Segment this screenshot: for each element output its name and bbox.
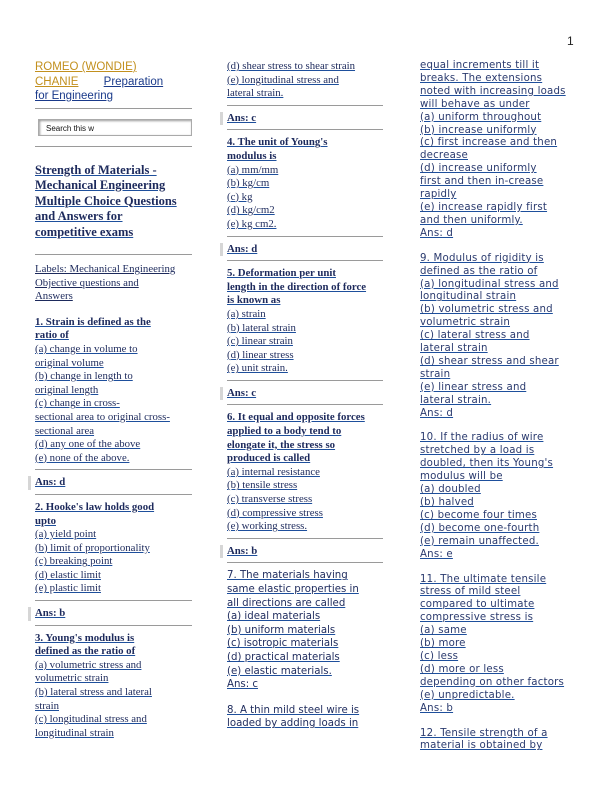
text-line: 9. Modulus of rigidity is	[420, 252, 544, 264]
text-line: material is obtained by	[420, 740, 543, 752]
column-1	[35, 60, 192, 740]
text-line: longitudinal strain	[35, 726, 114, 739]
text-line: (d) increase uniformly	[420, 163, 537, 175]
text-line: (a) internal resistance	[227, 465, 320, 478]
question-12	[420, 728, 576, 754]
text-line: (b) lateral strain	[227, 321, 296, 334]
answer-6: Ans: b	[227, 544, 258, 557]
text-line: 2. Hooke's law holds good	[35, 500, 155, 513]
question-2	[35, 501, 192, 596]
text-line: upto	[35, 514, 57, 527]
text-line: lateral strain.	[227, 87, 284, 100]
text-line: strain	[420, 368, 451, 380]
text-line: (c) breaking point	[35, 555, 113, 568]
text-line: compressive stress is	[420, 612, 534, 624]
text-line: lateral strain.	[420, 394, 492, 406]
text-line: (e) remain unaffected.	[420, 535, 539, 547]
text-line: (c) less	[420, 650, 459, 662]
text-line: (d) shear stress to shear strain	[227, 60, 356, 72]
question-3	[35, 632, 192, 741]
text-line: longitudinal strain	[420, 291, 517, 303]
text-line: doubled, then its Young's	[420, 458, 554, 470]
answer-1: Ans: d	[35, 476, 66, 489]
text-line: (a) change in volume to	[35, 342, 138, 355]
text-line: (d) linear stress	[227, 348, 294, 361]
text-line: 11. The ultimate tensile	[420, 573, 547, 585]
text-line: 7. The materials having	[227, 570, 348, 582]
text-line: (a) strain	[227, 307, 266, 320]
text-line: (d) elastic limit	[35, 568, 101, 581]
question-11	[420, 574, 576, 716]
text-line: sectional area to original cross-	[35, 410, 170, 423]
page-number: 1	[567, 34, 574, 48]
text-line: 12. Tensile strength of a	[420, 727, 548, 739]
text-line: defined as the ratio of	[420, 265, 538, 277]
text-line: (e) unpredictable.	[420, 689, 515, 701]
text-line: (b) volumetric stress and	[420, 304, 553, 316]
text-line: (d) practical materials	[227, 651, 340, 663]
preparation-link-cont[interactable]: for Engineering	[35, 90, 113, 102]
text-line: loaded by adding loads in	[227, 718, 359, 730]
text-line: first and then in-crease	[420, 176, 544, 188]
text-line: 5. Deformation per unit	[227, 267, 336, 280]
answer-3: Ans: c	[227, 111, 257, 124]
text-line: (c) change in cross-	[35, 397, 120, 410]
text-line: (e) none of the above.	[35, 451, 130, 464]
author-block	[35, 60, 192, 104]
text-line: applied to a body tend to	[227, 425, 342, 438]
text-line: defined as the ratio of	[35, 645, 136, 658]
text-line: and then uniformly.	[420, 214, 523, 226]
text-line: stretched by a load is	[420, 445, 535, 457]
text-line: (b) change in length to	[35, 370, 133, 383]
author-link-cont[interactable]: CHANIE	[35, 75, 79, 88]
text-line: (b) halved	[420, 497, 474, 508]
text-line: (e) linear stress and	[420, 381, 527, 393]
text-line: 8. A thin mild steel wire is	[227, 704, 360, 716]
text-line: 3. Young's modulus is	[35, 631, 135, 644]
answer-9: Ans: d	[420, 407, 454, 419]
search-input[interactable]: Search this w	[38, 119, 192, 136]
text-line: (e) elastic materials.	[227, 665, 332, 677]
text-line: strain	[35, 699, 59, 712]
text-line: original volume	[35, 356, 104, 369]
answer-10: Ans: e	[420, 548, 453, 560]
text-line: is known as	[227, 294, 281, 307]
text-line: sectional area	[35, 424, 95, 437]
text-line: (e) increase rapidly first	[420, 201, 548, 213]
text-line: (c) lateral stress and	[420, 330, 530, 342]
labels-line[interactable]: Labels: Mechanical Engineering Objective questions and Answers	[35, 263, 176, 303]
question-8	[227, 704, 383, 731]
text-line: (a) uniform throughout	[420, 111, 542, 123]
text-line: 1. Strain is defined as the	[35, 315, 151, 328]
answer-7: Ans: c	[227, 679, 259, 691]
text-line: (a) yield point	[35, 528, 97, 541]
text-line: (d) shear stress and shear	[420, 355, 559, 367]
text-line: (b) lateral stress and lateral	[35, 686, 152, 699]
text-line: volumetric strain	[420, 317, 511, 329]
text-line: equal increments till it	[420, 60, 540, 71]
text-line: compared to ultimate	[420, 599, 535, 611]
text-line: (c) kg	[227, 190, 253, 203]
text-line: 10. If the radius of wire	[420, 432, 544, 444]
question-4	[227, 136, 383, 231]
answer-5: Ans: c	[227, 386, 257, 399]
text-line: decrease	[420, 150, 468, 162]
text-line: rapidly	[420, 189, 457, 201]
question-9	[420, 253, 576, 421]
text-line: (a) same	[420, 625, 467, 637]
text-line: (b) tensile stress	[227, 479, 298, 492]
text-line: (b) kg/cm	[227, 177, 270, 190]
text-line: depending on other factors	[420, 676, 565, 688]
text-line: length in the direction of force	[227, 280, 367, 293]
text-line: original length	[35, 383, 99, 396]
text-line: lateral strain	[420, 343, 488, 355]
answer-2: Ans: b	[35, 607, 66, 620]
text-line: modulus is	[227, 149, 277, 162]
text-line: 4. The unit of Young's	[227, 136, 328, 149]
column-2	[227, 60, 383, 731]
page-title: Strength of Materials - Mechanical Engineering Multiple Choice Questions and Answers for competitive exams	[35, 162, 177, 239]
column-3	[420, 60, 576, 753]
text-line: will behave as under	[420, 98, 530, 110]
question-3-continued	[227, 60, 383, 101]
text-line: (a) doubled	[420, 484, 481, 496]
preparation-link[interactable]: Preparation	[103, 75, 164, 88]
text-line: (c) linear strain	[227, 335, 293, 348]
text-line: (c) isotropic materials	[227, 638, 339, 650]
text-line: (a) volumetric stress and	[35, 658, 142, 671]
text-line: (c) longitudinal stress and	[35, 713, 147, 726]
question-10	[420, 432, 576, 561]
text-line: (e) unit strain.	[227, 362, 288, 375]
text-line: volumetric strain	[35, 672, 109, 685]
text-line: (d) become one-fourth	[420, 522, 540, 534]
text-line: stress of mild steel	[420, 586, 521, 598]
text-line: breaks. The extensions	[420, 72, 543, 84]
text-line: (a) longitudinal stress and	[420, 278, 559, 290]
text-line: (a) mm/mm	[227, 163, 279, 176]
text-line: ratio of	[35, 329, 69, 342]
text-line: elongate it, the stress so	[227, 438, 336, 451]
question-7	[227, 569, 383, 691]
text-line: (c) first increase and then	[420, 137, 558, 149]
text-line: (e) working stress.	[227, 520, 308, 533]
text-line: (e) longitudinal stress and	[227, 73, 339, 86]
author-link[interactable]: ROMEO (WONDIE)	[35, 61, 137, 73]
text-line: (d) compressive stress	[227, 506, 323, 519]
text-line: (d) kg/cm2	[227, 204, 275, 217]
text-line: all directions are called	[227, 597, 346, 609]
text-line: (b) increase uniformly	[420, 124, 537, 136]
question-6	[227, 411, 383, 533]
text-line: 6. It equal and opposite forces	[227, 411, 365, 424]
question-1	[35, 316, 192, 466]
text-line: (b) more	[420, 638, 466, 650]
text-line: produced is called	[227, 452, 311, 465]
text-line: (b) limit of proportionality	[35, 541, 150, 554]
text-line: (c) become four times	[420, 509, 538, 521]
text-line: (e) plastic limit	[35, 582, 101, 595]
text-line: (e) kg cm2.	[227, 217, 277, 230]
answer-11: Ans: b	[420, 702, 454, 714]
text-line: noted with increasing loads	[420, 85, 566, 97]
text-line: (a) ideal materials	[227, 611, 321, 623]
text-line: (d) more or less	[420, 663, 504, 675]
text-line: modulus will be	[420, 471, 503, 483]
question-5	[227, 267, 383, 376]
answer-4: Ans: d	[227, 242, 258, 255]
text-line: (c) transverse stress	[227, 493, 313, 506]
text-line: (b) uniform materials	[227, 624, 336, 636]
text-line: same elastic properties in	[227, 584, 359, 595]
text-line: (d) any one of the above	[35, 438, 141, 451]
question-8-continued	[420, 60, 576, 241]
answer-8: Ans: d	[420, 227, 454, 239]
